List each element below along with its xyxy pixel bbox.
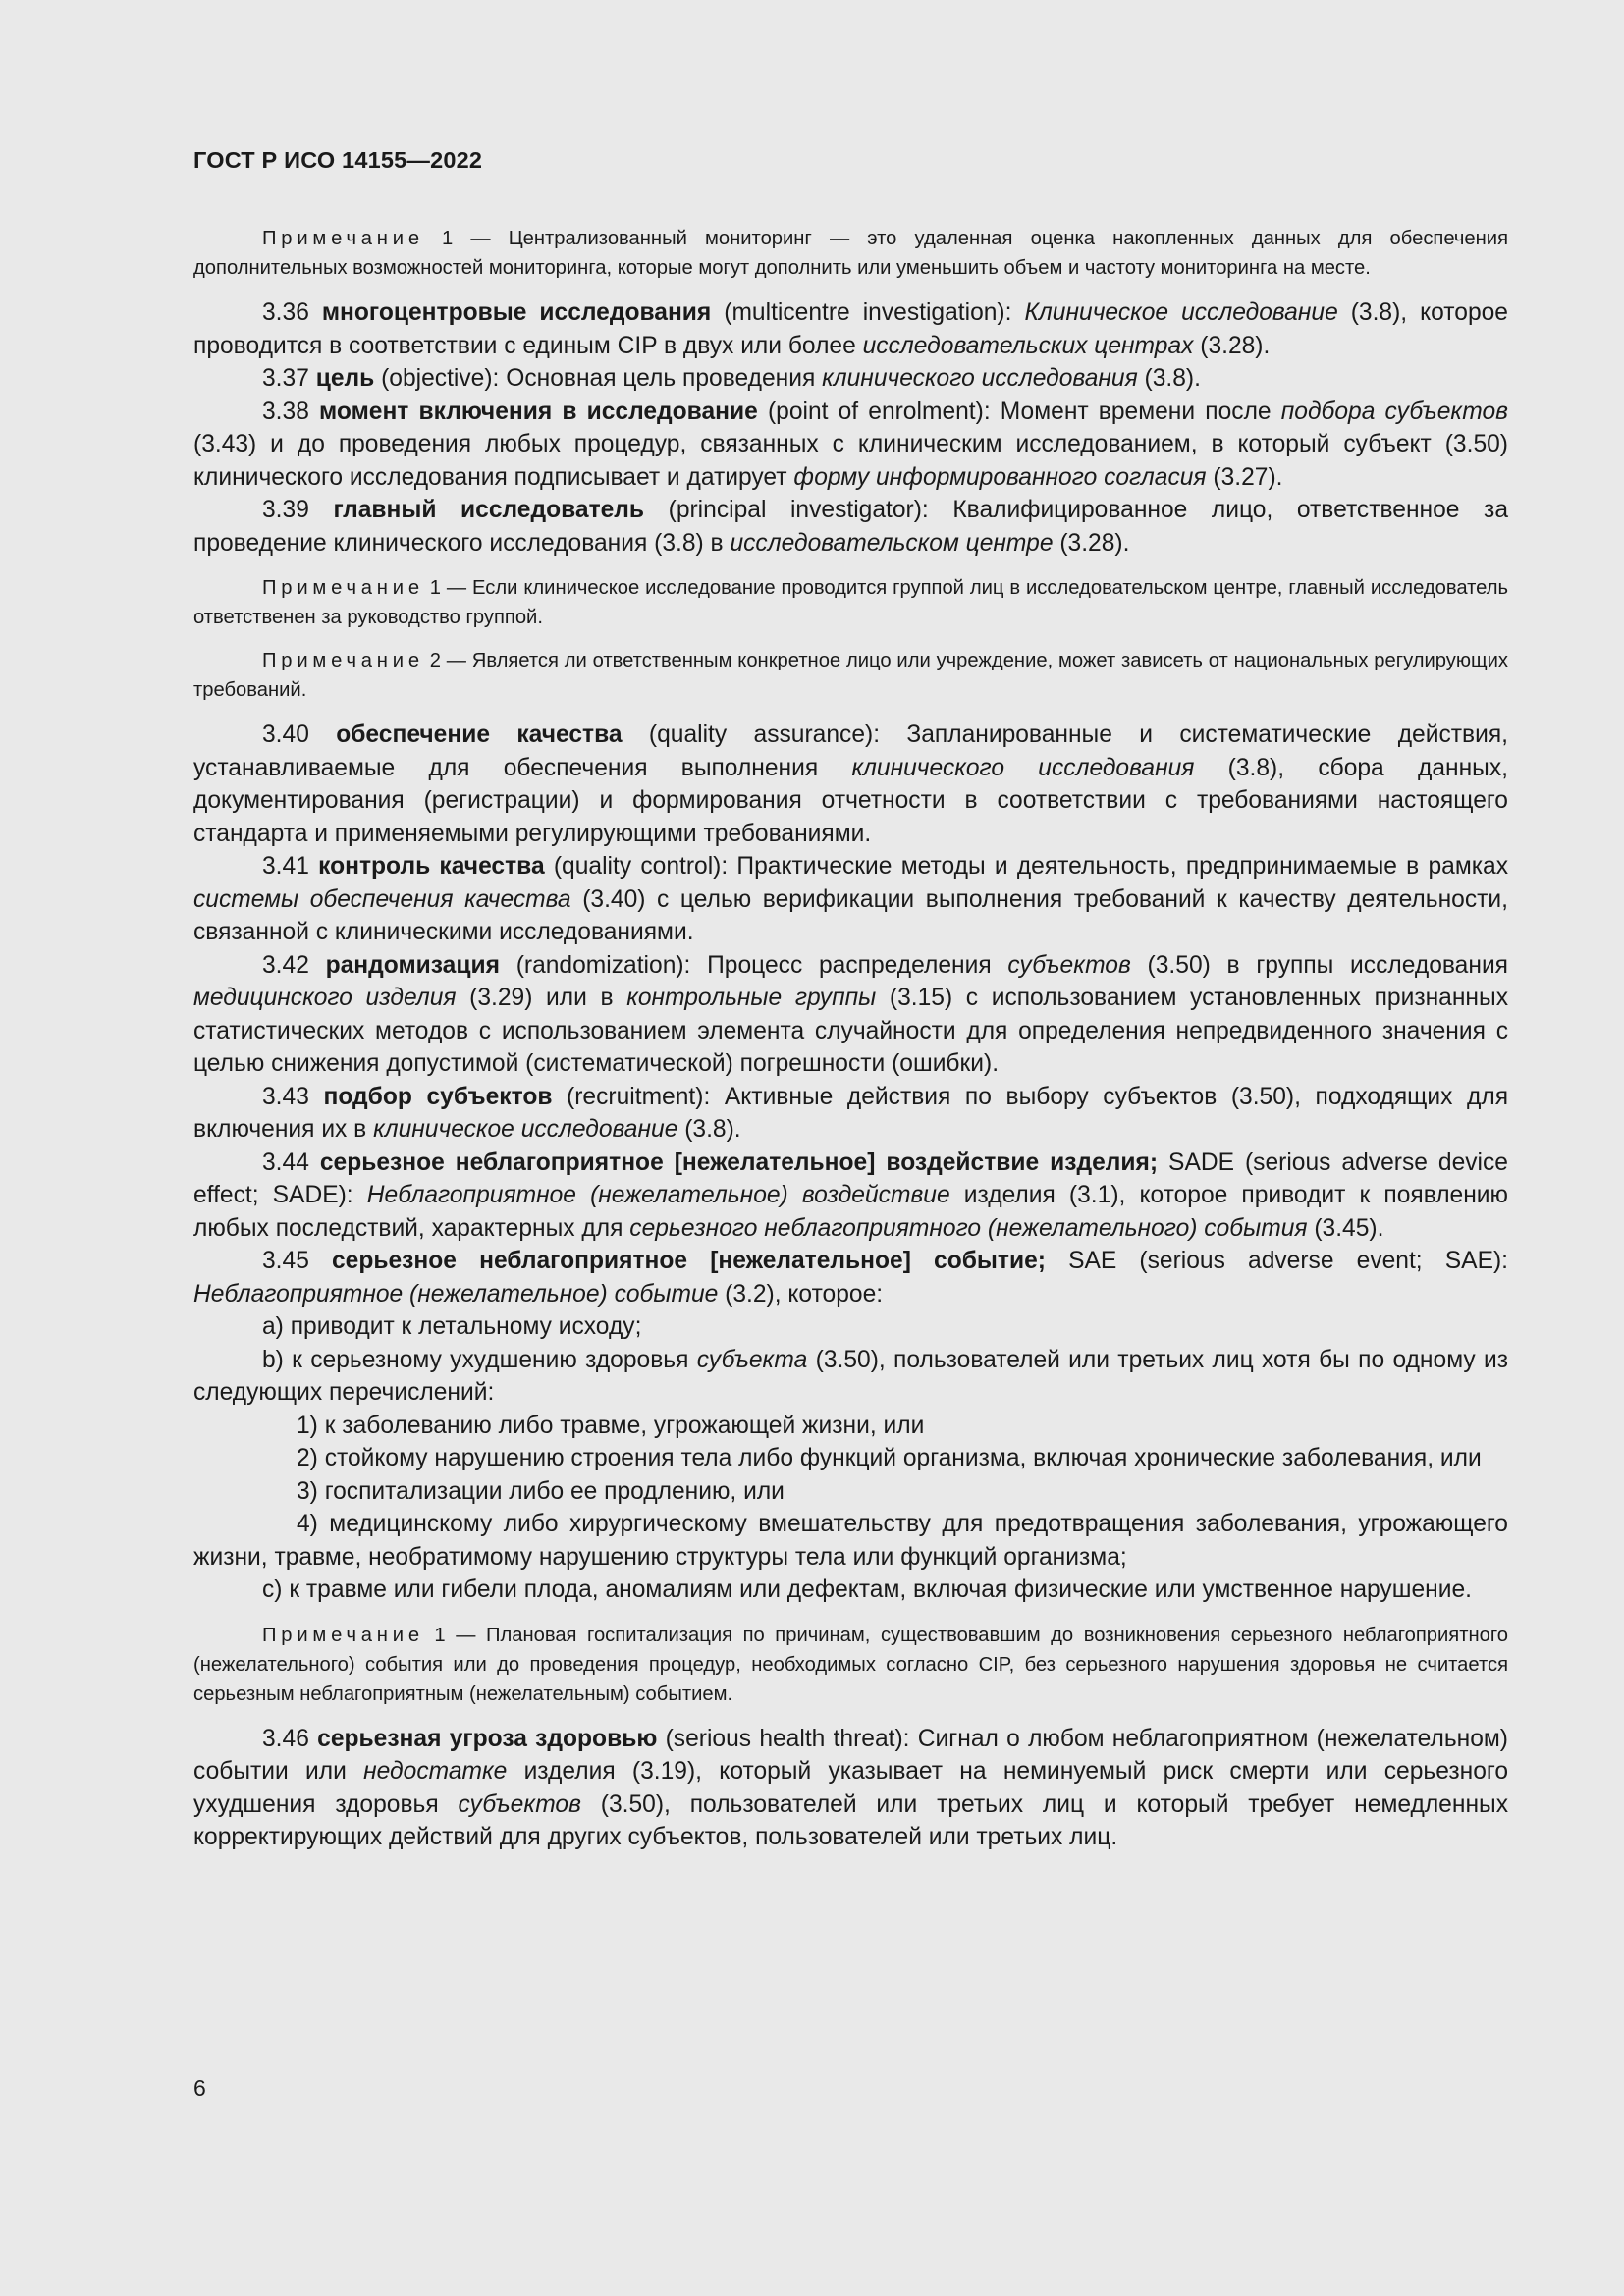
list-item-c: с) к травме или гибели плода, аномалиям или дефектам, включая физические или умственное нарушение. <box>262 1576 1472 1603</box>
term-3-41: 3.41 контроль качества (quality control): Практические методы и деятельность, предпринимаемые в рамках системы обеспечения качества (3.40) с целью верификации выполнения требований к качеству деятельности, связанной с клиническими исследованиями. <box>193 853 1508 945</box>
term-3-43: 3.43 подбор субъектов (recruitment): Активные действия по выбору субъектов (3.50), подходящих для включения их в клиническое исследование (3.8). <box>193 1083 1509 1143</box>
term-3-38: 3.38 момент включения в исследование (point of enrolment): Момент времени после подбора субъектов (3.43) и до проведения любых процедур, связанных с клиническим исследованием, в который субъект (3.50) клинического исследования подписывает и датирует форму информированного согласия (3.27). <box>193 398 1508 491</box>
term-3-37: 3.37 цель (objective): Основная цель проведения клинического исследования (3.8). <box>262 365 1201 392</box>
standard-header: ГОСТ Р ИСО 14155—2022 <box>193 147 483 173</box>
list-item-b1: 1) к заболеванию либо травме, угрожающей жизни, или <box>297 1412 925 1439</box>
list-item-a: а) приводит к летальному исходу; <box>262 1313 642 1340</box>
term-3-46: 3.46 серьезная угроза здоровью (serious health threat): Сигнал о любом неблагоприятном (нежелательном) событии или недостатке изделия (3.19), который указывает на неминуемый риск смерти или серьезного ухудшения здоровья субъектов (3.50), пользователей или третьих лиц и который требует немедленных корректирующих действий для других субъектов, пользователей или третьих лиц. <box>193 1725 1508 1850</box>
list-item-b4: 4) медицинскому либо хирургическому вмешательству для предотвращения заболевания, угрожающего жизни, травме, необратимому нарушению структуры тела или функций организма; <box>193 1511 1508 1571</box>
note-principal-investigator-2: Примечание 2 — Является ли ответственным конкретное лицо или учреждение, может зависеть от национальных регулирующих требований. <box>193 650 1508 701</box>
list-item-b3: 3) госпитализации либо ее продлению, или <box>297 1477 785 1505</box>
term-3-40: 3.40 обеспечение качества (quality assurance): Запланированные и систематические действия, устанавливаемые для обеспечения выполнения клинического исследования (3.8), сбора данных, документирования (регистрации) и формирования отчетности в соответствии с требованиями настоящего стандарта и применяемыми регулирующими требованиями. <box>193 721 1508 847</box>
note-sae: Примечание 1 — Плановая госпитализация по причинам, существовавшим до возникновения серьезного неблагоприятного (нежелательного) события или до проведения процедур, необходимых согласно CIP, без серьезного нарушения здоровья не считается серьезным неблагоприятным (нежелательным) событием. <box>193 1624 1508 1705</box>
term-3-42: 3.42 рандомизация (randomization): Процесс распределения субъектов (3.50) в группы исследования медицинского изделия (3.29) или в контрольные группы (3.15) с использованием установленных признанных статистических методов с использованием элемента случайности для определения непредвиденного значения с целью снижения допустимой (систематической) погрешности (ошибки). <box>193 951 1509 1077</box>
term-3-44: 3.44 серьезное неблагоприятное [нежелательное] воздействие изделия; SADE (serious adverse device effect; SADE): Неблагоприятное (нежелательное) воздействие изделия (3.1), которое приводит к появлению любых последствий, характерных для серьезного неблагоприятного (нежелательного) события (3.45). <box>193 1148 1508 1242</box>
note-label: Примечание <box>262 228 424 249</box>
term-3-39: 3.39 главный исследователь (principal investigator): Квалифицированное лицо, ответственное за проведение клинического исследования (3.8) в исследовательском центре (3.28). <box>193 497 1508 557</box>
note-central-monitoring: Примечание 1 — Централизованный мониторинг — это удаленная оценка накопленных данных для обеспечения дополнительных возможностей мониторинга, которые могут дополнить или уменьшить объем и частоту мониторинга на месте. <box>193 228 1508 279</box>
note-principal-investigator-1: Примечание 1 — Если клиническое исследование проводится группой лиц в исследовательском центре, главный исследователь ответственен за руководство группой. <box>193 577 1509 628</box>
list-item-b: b) к серьезному ухудшению здоровья субъекта (3.50), пользователей или третьих лиц хотя бы по одному из следующих перечислений: <box>193 1346 1509 1406</box>
term-3-36: 3.36 многоцентровые исследования (multicentre investigation): Клиническое исследование (3.8), которое проводится в соответствии с единым CIP в двух или более исследовательских центрах (3.28). <box>193 299 1508 359</box>
page-number: 6 <box>193 2075 206 2101</box>
term-3-45: 3.45 серьезное неблагоприятное [нежелательное] событие; SAE (serious adverse event; SAE): Неблагоприятное (нежелательное) событие (3.2), которое: <box>193 1248 1509 1308</box>
list-item-b2: 2) стойкому нарушению строения тела либо функций организма, включая хронические заболевания, или <box>297 1445 1482 1471</box>
